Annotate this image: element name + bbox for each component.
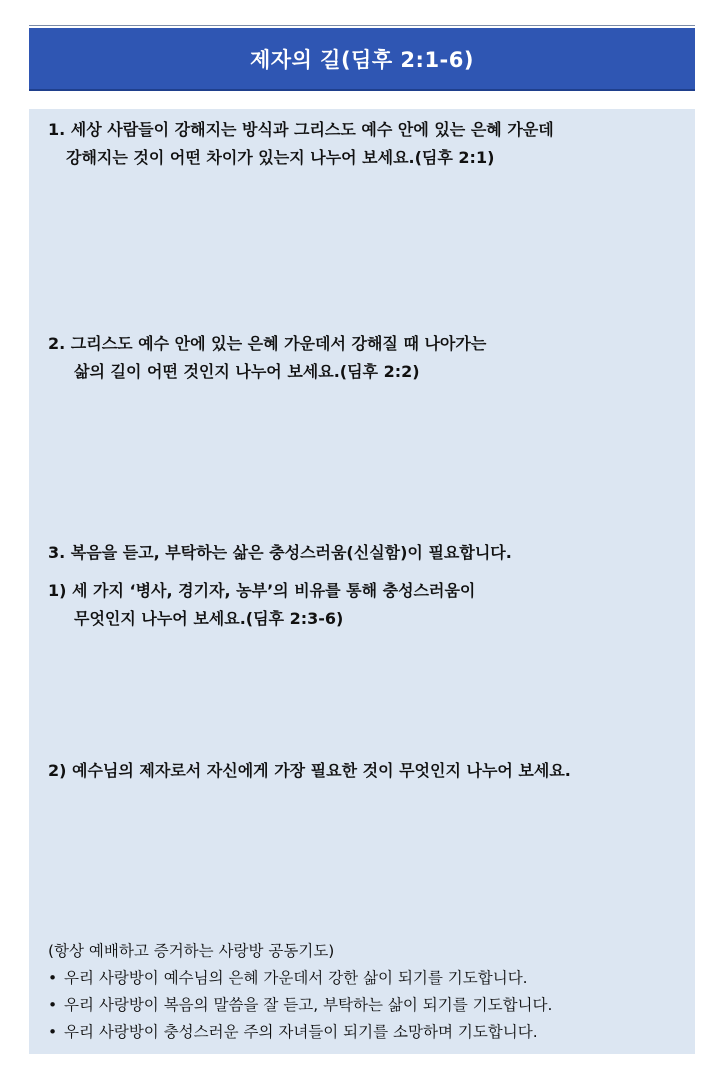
question-3-line-1: 3. 복음을 듣고, 부탁하는 삶은 충성스러움(신실함)이 필요합니다. [48,543,512,562]
question-2 [48,330,486,386]
question-3-sub-2 [48,757,571,785]
prayer-item [48,965,552,992]
bullet-icon: • [48,969,58,987]
question-1-line-1: 1. 세상 사람들이 강해지는 방식과 그리스도 예수 안에 있는 은혜 가운데 [48,120,554,139]
prayer-item-text: 우리 사랑방이 충성스러운 주의 자녀들이 되기를 소망하며 기도합니다. [64,1023,538,1041]
question-3-sub-2-line-1: 2) 예수님의 제자로서 자신에게 가장 필요한 것이 무엇인지 나누어 보세요. [48,761,571,780]
prayer-item-text: 우리 사랑방이 복음의 말씀을 잘 듣고, 부탁하는 삶이 되기를 기도합니다. [64,996,553,1014]
bullet-icon: • [48,1023,58,1041]
question-2-line-2: 삶의 길이 어떤 것인지 나누어 보세요.(딤후 2:2) [74,362,420,381]
question-1 [48,116,554,172]
prayer-item [48,1019,552,1046]
group-prayer [48,938,552,1046]
page-header [29,28,695,91]
top-divider [29,25,695,26]
question-3 [48,539,512,567]
question-1-line-2: 강해지는 것이 어떤 차이가 있는지 나누어 보세요.(딤후 2:1) [66,148,495,167]
prayer-item-text: 우리 사랑방이 예수님의 은혜 가운데서 강한 삶이 되기를 기도합니다. [64,969,528,987]
question-3-sub-1-line-1: 1) 세 가지 ‘병사, 경기자, 농부’의 비유를 통해 충성스러움이 [48,581,476,600]
question-3-sub-1 [48,577,475,633]
bullet-icon: • [48,996,58,1014]
question-3-sub-1-line-2: 무엇인지 나누어 보세요.(딤후 2:3-6) [74,609,344,628]
question-2-line-1: 2. 그리스도 예수 안에 있는 은혜 가운데서 강해질 때 나아가는 [48,334,487,353]
prayer-item [48,992,552,1019]
page-title: 제자의 길(딤후 2:1-6) [250,47,474,72]
prayer-heading: (항상 예배하고 증거하는 사랑방 공동기도) [48,942,335,960]
